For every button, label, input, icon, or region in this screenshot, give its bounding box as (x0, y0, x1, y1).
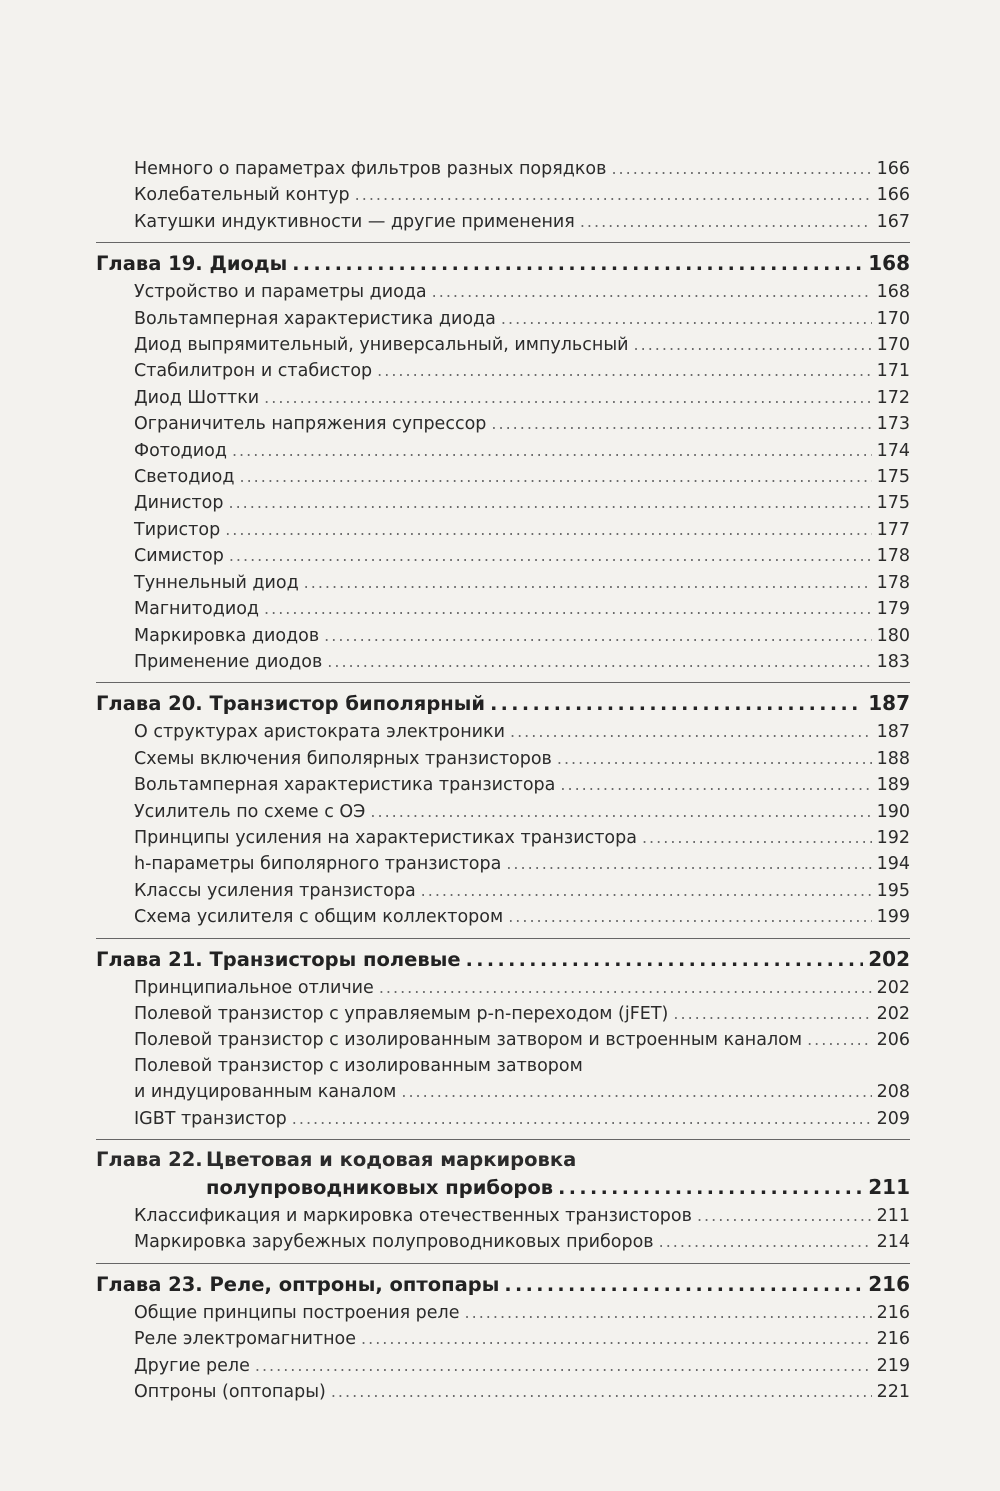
toc-entry[interactable]: Маркировка зарубежных полупроводниковых приборов ..... 214 (96, 1229, 910, 1255)
toc-entry[interactable]: Устройство и параметры диода ..... 168 (96, 279, 910, 305)
toc-entry[interactable]: Светодиод ..... 175 (96, 464, 910, 490)
toc-entry[interactable]: h-параметры биполярного транзистора ..... 194 (96, 851, 910, 877)
toc-entry[interactable]: Общие принципы построения реле ..... 216 (96, 1300, 910, 1326)
toc-entry[interactable]: Колебательный контур ..... 166 (96, 182, 910, 208)
toc-entry[interactable]: Вольтамперная характеристика диода ..... 170 (96, 306, 910, 332)
toc-entry[interactable]: Оптроны (оптопары) ..... 221 (96, 1379, 910, 1405)
toc-entry[interactable]: Принципы усиления на характеристиках транзистора ..... 192 (96, 825, 910, 851)
table-of-contents (96, 156, 910, 1405)
chapter-heading[interactable]: Глава 20. Транзистор биполярный ..... 187 (96, 689, 910, 719)
chapter-23-section (96, 1263, 910, 1406)
toc-entry[interactable]: Маркировка диодов ..... 180 (96, 623, 910, 649)
toc-entry[interactable]: Туннельный диод ..... 178 (96, 570, 910, 596)
toc-entry[interactable]: Классы усиления транзистора ..... 195 (96, 878, 910, 904)
chapter-22-section (96, 1139, 910, 1203)
toc-entry[interactable]: Магнитодиод ..... 179 (96, 596, 910, 622)
chapter-heading-line2[interactable]: полупроводниковых приборов ..... 211 (96, 1173, 910, 1203)
toc-entry[interactable]: Тиристор ..... 177 (96, 517, 910, 543)
chapter-19-section (96, 242, 910, 675)
toc-entry[interactable]: Классификация и маркировка отечественных транзисторов ..... 211 (96, 1203, 910, 1229)
toc-entry[interactable]: Схема усилителя с общим коллектором ..... 199 (96, 904, 910, 930)
chapter-heading-line1[interactable]: Глава 22. Цветовая и кодовая маркировка (96, 1148, 577, 1171)
toc-entry[interactable]: Другие реле ..... 219 (96, 1353, 910, 1379)
toc-entry[interactable]: Фотодиод ..... 174 (96, 438, 910, 464)
toc-entry[interactable]: Диод выпрямительный, универсальный, импульсный ..... 170 (96, 332, 910, 358)
chapter-22-entries (96, 1203, 910, 1256)
toc-entry[interactable]: Применение диодов ..... 183 (96, 649, 910, 675)
chapter-heading[interactable]: Глава 23. Реле, оптроны, оптопары ..... 216 (96, 1270, 910, 1300)
toc-entry-line2[interactable]: и индуцированным каналом ..... 208 (96, 1079, 910, 1105)
toc-entry[interactable]: Усилитель по схеме с ОЭ ..... 190 (96, 799, 910, 825)
toc-entry[interactable]: Реле электромагнитное ..... 216 (96, 1326, 910, 1352)
chapter-20-section (96, 682, 910, 930)
toc-entry[interactable]: Катушки индуктивности — другие применения ..... 167 (96, 209, 910, 235)
toc-entry[interactable]: IGBT транзистор ..... 209 (96, 1106, 910, 1132)
chapter-heading[interactable]: Глава 21. Транзисторы полевые ..... 202 (96, 945, 910, 975)
toc-entry-line1[interactable]: Полевой транзистор с изолированным затвором (134, 1055, 583, 1076)
toc-entry[interactable]: Немного о параметрах фильтров разных порядков ..... 166 (96, 156, 910, 182)
toc-entry[interactable]: Полевой транзистор с изолированным затвором и встроенным каналом ..... 206 (96, 1027, 910, 1053)
toc-entry[interactable]: Диод Шоттки ..... 172 (96, 385, 910, 411)
toc-entry[interactable]: Динистор ..... 175 (96, 490, 910, 516)
toc-entry[interactable]: Принципиальное отличие ..... 202 (96, 975, 910, 1001)
toc-entry[interactable]: Стабилитрон и стабистор ..... 171 (96, 358, 910, 384)
toc-entry[interactable]: Полевой транзистор с управляемым p-n-переходом (jFET) ..... 202 (96, 1001, 910, 1027)
toc-entry[interactable]: Схемы включения биполярных транзисторов ..... 188 (96, 746, 910, 772)
toc-entry[interactable]: Ограничитель напряжения супрессор ..... 173 (96, 411, 910, 437)
toc-entry[interactable]: Симистор ..... 178 (96, 543, 910, 569)
chapter-21-section (96, 938, 910, 1132)
chapter-heading[interactable]: Глава 19. Диоды ..... 168 (96, 249, 910, 279)
intro-section (96, 156, 910, 235)
toc-entry[interactable]: О структурах аристократа электроники ..... 187 (96, 719, 910, 745)
toc-entry[interactable]: Вольтамперная характеристика транзистора ..... 189 (96, 772, 910, 798)
